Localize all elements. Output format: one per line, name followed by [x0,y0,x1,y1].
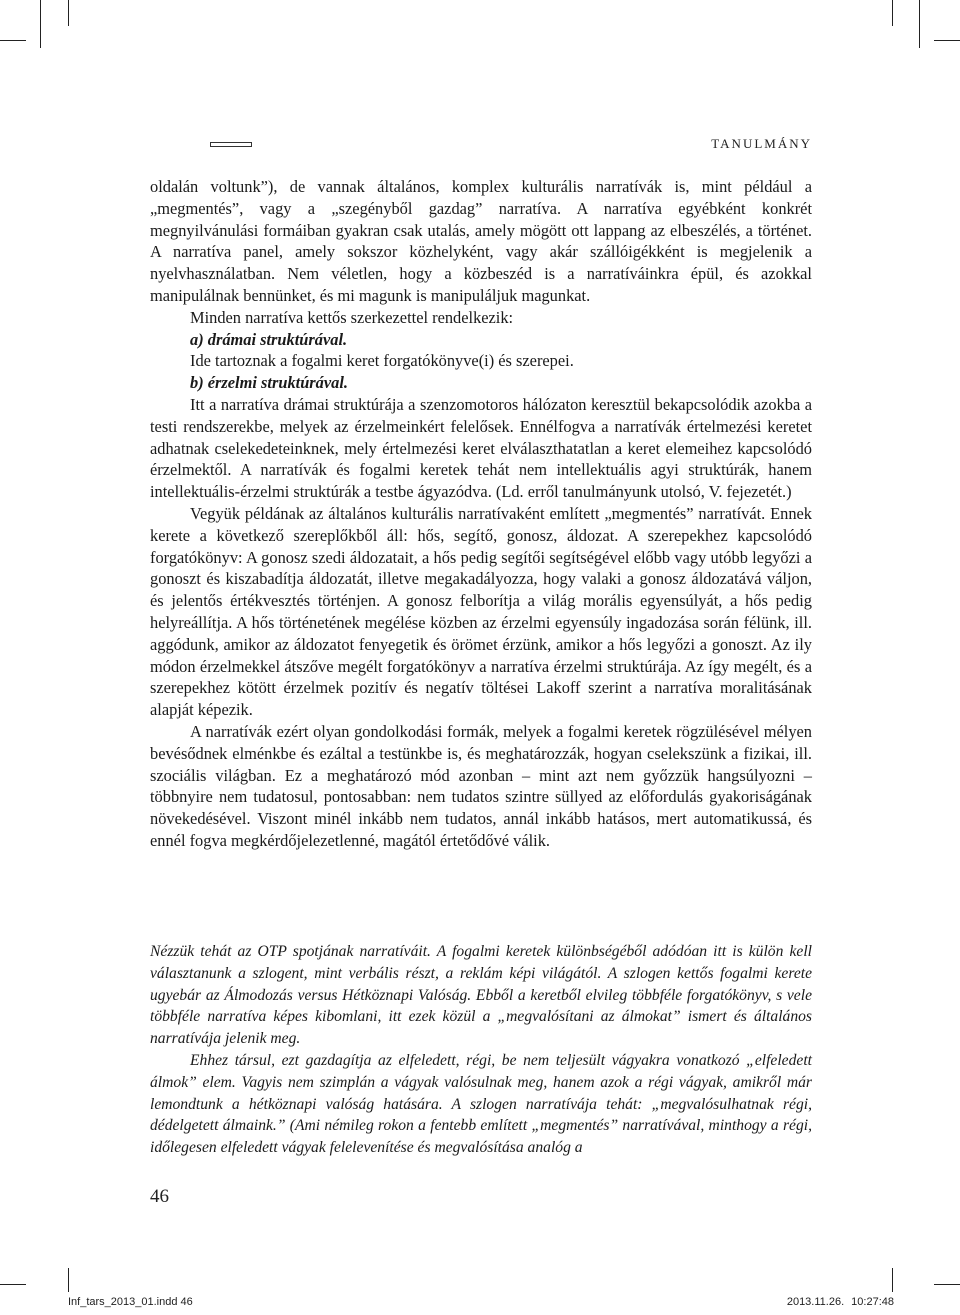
paragraph-1: oldalán voltunk”), de vannak általános, komplex kulturális narratívák is, mint például a „megmentés”, vagy a „szegényből gazdag” narratíva. A narratíva egyébként konkrét megnyilvánulási formáiban gyakran csak utalás, amely mögött ott lappang az elbeszélés, a történet. A narratíva panel, amely sokszor közhelyként, vagy akár szállóigékként is megjelenik a nyelvhasználatban. Nem véletlen, hogy a közbeszéd is a narratíváinkra épül, és azokkal manipulálnak bennünket, és mi magunk is manipuláljuk magunkat. [150,177,812,305]
crop-mark-top-left-vertical [40,0,41,48]
page-number: 46 [150,1186,169,1207]
crop-mark-bottom-right-vertical [892,1268,893,1292]
paragraph-5: Vegyük példának az általános kulturális narratívaként említett „megmentés” narratívát. Ennek kerete a következő szereplőkből áll: hős, segítő, gonosz, áldozat. A szerepekhez kapcsolódó forgatókönyv: A gonosz szedi áldozatait, a hős pedig segítői segítségével előbb vagy utóbb legyőzi a gonoszt és kiszabadítja áldozatát, illetve megakadályozza, hogy valaki a gonosz áldozatává váljon, és jelentős értékvesztés történjen. A gonosz felborítja a világ morális egyensúlyát, a hős pedig helyreállítja. A hős történetének megélése közben az érzelmi egyensúly ingadozása során félünk, ill. aggódunk, amikor az áldozatot fenyegetik és örömet érzünk, amikor a hős legyőzi a gonoszt. Az ily módon érzelmekkel átszőve megélt forgatókönyv a narratíva érzelmi struktúrája. Az így megélt, és a szerepekhez kötött érzelmek pozitív és negatív töltései Lakoff szerint a narratíva moralitásának alapját képezik. [150,503,812,720]
crop-mark-top-left-horizontal [0,40,26,41]
list-item-a: a) drámai struktúrával. [190,329,348,349]
italic-analysis-block [150,941,812,1159]
crop-mark-top-right-inner [892,0,893,26]
header-rule-box [210,142,252,147]
italic-paragraph-2: Ehhez társul, ezt gazdagítja az elfeledett, régi, be nem teljesült vágyakra vonatkozó „elfeledett álmok” elem. Vagyis nem szimplán a vágyak valósulnak meg, hanem azok a régi vágyak, amikről már lemondtunk a hétköznapi valóság hatására. A szlogen narratívája tehát: „megvalósulhatnak régi, dédelgetett álmaink.” (Ami némileg rokon a fentebb említett „megmentés” narratívával, minthogy a régi, időlegesen elfeledett vágyak felelevenítése és megvalósítása analóg a [150,1051,812,1157]
crop-mark-bottom-left-vertical [68,1268,69,1292]
footer-file-name: Inf_tars_2013_01.indd 46 [68,1296,193,1308]
crop-mark-bottom-right-horizontal [934,1284,960,1285]
italic-paragraph-1: Nézzük tehát az OTP spotjának narratíváit. A fogalmi keretek különbségéből adódóan itt is külön kell választanunk a szlogent, mint verbális részt, a reklám képi világától. A szlogen kettős fogalmi kerete ugyebár az Álmodozás versus Hétköznapi Valóság. Ebből a keretből elvileg többféle forgatókönyv, s vele többféle narratíva képes kibomlani, itt ezek közül a „megvalósítani az álmokat” ismert és általános narratívája jelenik meg. [150,943,812,1048]
body-text [150,176,812,852]
paragraph-2: Minden narratíva kettős szerkezettel rendelkezik: [190,307,514,327]
paragraph-6: A narratívák ezért olyan gondolkodási formák, melyek a fogalmi keretek rögzülésével mélyen bevésődnek elménkbe és ezáltal a testünkbe is, és meghatározzák, hogyan cselekszünk a fizikai, ill. szociális világban. Ez a meghatározó mód azonban – mint azt nem győzzük hangsúlyozni – többnyire nem tudatosul, pontosabban: nem tudatos szintre süllyed az előfordulás gyakoriságának növekedésével. Viszont minél inkább nem tudatos, annál inkább hatásos, mert automatikussá, és ennél fogva megkérdőjelezetlenné, magától értetődővé válik. [150,721,812,850]
crop-mark-bottom-left-horizontal [0,1284,26,1285]
crop-mark-top-left-inner [68,0,69,26]
crop-mark-top-right-vertical [919,0,920,48]
crop-mark-top-right-horizontal [934,40,960,41]
paragraph-3: Ide tartoznak a fogalmi keret forgatókönyve(i) és szerepei. [190,351,574,371]
section-label: TANULMÁNY [711,136,812,151]
footer-timestamp: 2013.11.26. 10:27:48 [786,1296,894,1308]
paragraph-4: Itt a narratíva drámai struktúrája a szenzomotoros hálózaton keresztül bekapcsolódik azokba a testi rendszerekbe, melyek az érzelmeinkért felelősek. Ennélfogva a narratívák értelmezési keretet adhatnak cselekedeteinknek, mely értelmezési keret elválaszthatatlan a keret elemeihez kapcsolódó érzelmektől. A narratívák és fogalmi keretek tehát nem intellektuális agyi struktúrák, hanem intellektuális-érzelmi struktúrák a testbe ágyazódva. (Ld. erről tanulmányunk utolsó, V. fejezetét.) [150,394,812,502]
list-item-b: b) érzelmi struktúrával. [190,373,348,393]
